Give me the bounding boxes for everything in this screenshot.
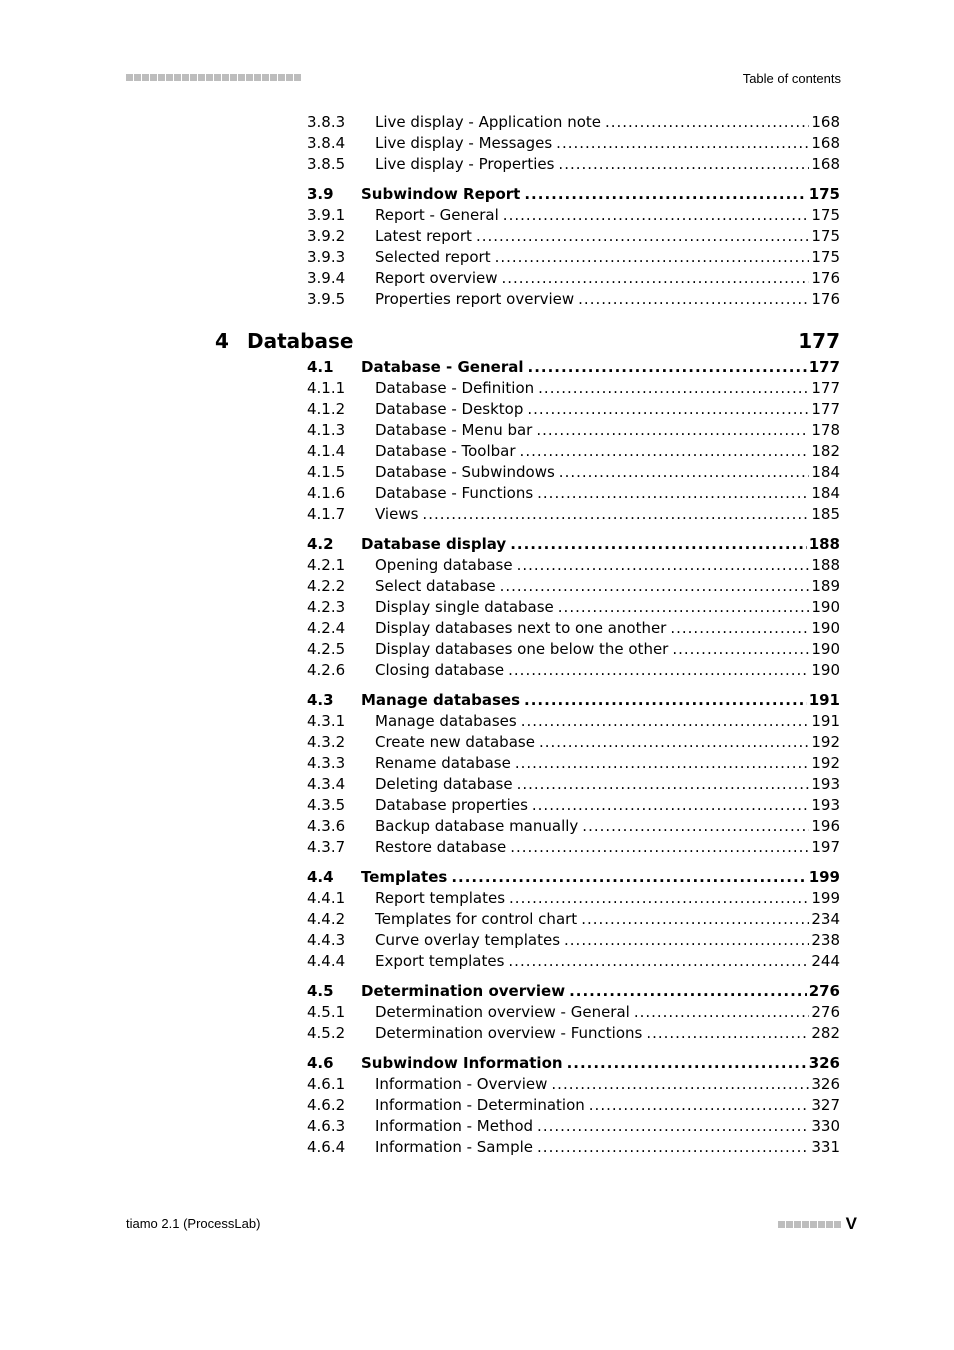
toc-entry-page: 178 bbox=[811, 421, 840, 439]
leader-dots bbox=[503, 205, 810, 226]
toc-entry-number: 3.9.3 bbox=[307, 248, 346, 266]
toc-entry-title-line bbox=[375, 597, 840, 618]
toc-entry[interactable] bbox=[0, 112, 954, 133]
toc-entry[interactable] bbox=[0, 378, 954, 399]
footer-decoration bbox=[778, 1221, 841, 1228]
toc-entry-title: Report overview bbox=[375, 269, 498, 287]
toc-entry-number: 4.4 bbox=[307, 868, 334, 886]
leader-dots bbox=[564, 930, 809, 951]
leader-dots bbox=[539, 732, 809, 753]
toc-entry[interactable] bbox=[0, 597, 954, 618]
chapter-title: Database bbox=[247, 329, 354, 353]
toc-entry-number: 4.6 bbox=[307, 1054, 334, 1072]
toc-entry-title: Subwindow Report bbox=[361, 185, 521, 203]
toc-entry-title: Display single database bbox=[375, 598, 554, 616]
toc-entry-title: Information - Overview bbox=[375, 1075, 548, 1093]
toc-entry-number: 3.9.4 bbox=[307, 269, 346, 287]
toc-entry-title: Curve overlay templates bbox=[375, 931, 561, 949]
toc-entry-title: Information - Determination bbox=[375, 1096, 585, 1114]
toc-entry-title-line bbox=[375, 268, 840, 289]
toc-entry-title-line bbox=[375, 1095, 840, 1116]
toc-entry-number: 4.6.4 bbox=[307, 1138, 346, 1156]
toc-entry-page: 244 bbox=[811, 952, 840, 970]
leader-dots bbox=[521, 711, 810, 732]
toc-entry-title: Deleting database bbox=[375, 775, 513, 793]
leader-dots bbox=[537, 483, 809, 504]
toc-entry[interactable] bbox=[0, 618, 954, 639]
toc-entry-title-line bbox=[375, 1137, 840, 1158]
toc-entry-title: Report - General bbox=[375, 206, 499, 224]
toc-entry-title-line bbox=[375, 711, 840, 732]
toc-entry[interactable] bbox=[0, 753, 954, 774]
toc-entry[interactable] bbox=[0, 711, 954, 732]
toc-entry-title: Latest report bbox=[375, 227, 472, 245]
toc-entry[interactable] bbox=[0, 639, 954, 660]
toc-entry-title-line bbox=[361, 1053, 840, 1074]
toc-entry[interactable] bbox=[0, 154, 954, 175]
toc-entry-title: Selected report bbox=[375, 248, 491, 266]
toc-entry-number: 4.5.2 bbox=[307, 1024, 346, 1042]
toc-entry-page: 199 bbox=[811, 889, 840, 907]
toc-section-entry[interactable] bbox=[0, 690, 954, 711]
toc-entry-page: 190 bbox=[811, 640, 840, 658]
toc-entry[interactable] bbox=[0, 268, 954, 289]
toc-entry-title: Subwindow Information bbox=[361, 1054, 563, 1072]
leader-dots bbox=[581, 909, 809, 930]
toc-section-entry[interactable] bbox=[0, 1053, 954, 1074]
toc-entry-title: Manage databases bbox=[361, 691, 521, 709]
toc-entry[interactable] bbox=[0, 795, 954, 816]
toc-entry-title: Report templates bbox=[375, 889, 506, 907]
toc-section-entry[interactable] bbox=[0, 184, 954, 205]
toc-entry-number: 3.9.1 bbox=[307, 206, 346, 224]
toc-entry-number: 4.6.3 bbox=[307, 1117, 346, 1135]
leader-dots bbox=[589, 1095, 810, 1116]
leader-dots bbox=[495, 247, 810, 268]
toc-entry-title: Closing database bbox=[375, 661, 505, 679]
toc-entry-number: 4.3 bbox=[307, 691, 334, 709]
toc-entry-page: 168 bbox=[811, 155, 840, 173]
leader-dots bbox=[508, 660, 809, 681]
toc-entry-page: 276 bbox=[808, 982, 840, 1000]
toc-entry-number: 4.3.7 bbox=[307, 838, 346, 856]
chapter-page: 177 bbox=[798, 329, 840, 353]
toc-entry-page: 190 bbox=[811, 598, 840, 616]
toc-entry-page: 182 bbox=[811, 442, 840, 460]
toc-chapter-entry[interactable] bbox=[0, 329, 954, 353]
toc-entry-number: 4.3.4 bbox=[307, 775, 346, 793]
toc-entry-page: 168 bbox=[811, 113, 840, 131]
toc-entry-title-line bbox=[375, 112, 840, 133]
toc-entry-page: 191 bbox=[811, 712, 840, 730]
toc-entry-page: 176 bbox=[811, 269, 840, 287]
toc-entry-title: Opening database bbox=[375, 556, 513, 574]
toc-entry-number: 3.8.4 bbox=[307, 134, 346, 152]
toc-entry-number: 3.9.2 bbox=[307, 227, 346, 245]
toc-section-entry[interactable] bbox=[0, 357, 954, 378]
toc-entry-title: Live display - Messages bbox=[375, 134, 553, 152]
toc-entry-number: 4.3.3 bbox=[307, 754, 346, 772]
toc-entry-page: 193 bbox=[811, 796, 840, 814]
toc-entry[interactable] bbox=[0, 399, 954, 420]
toc-entry-title-line bbox=[375, 753, 840, 774]
toc-entry-title: Properties report overview bbox=[375, 290, 575, 308]
toc-entry-number: 4.2.1 bbox=[307, 556, 346, 574]
leader-dots bbox=[510, 534, 807, 555]
toc-entry-page: 326 bbox=[811, 1075, 840, 1093]
toc-entry-number: 3.9.5 bbox=[307, 290, 346, 308]
toc-entry[interactable] bbox=[0, 462, 954, 483]
toc-entry-title: Display databases one below the other bbox=[375, 640, 669, 658]
toc-entry-title-line bbox=[375, 618, 840, 639]
toc-entry-title: Views bbox=[375, 505, 419, 523]
toc-entry-title-line bbox=[375, 1002, 840, 1023]
toc-entry-title: Database - Functions bbox=[375, 484, 534, 502]
toc-section-entry[interactable] bbox=[0, 534, 954, 555]
toc-entry-title: Select database bbox=[375, 577, 496, 595]
toc-entry-page: 188 bbox=[811, 556, 840, 574]
toc-entry-number: 4.4.3 bbox=[307, 931, 346, 949]
leader-dots bbox=[558, 154, 809, 175]
toc-entry-title-line bbox=[375, 399, 840, 420]
leader-dots bbox=[558, 597, 810, 618]
toc-entry[interactable] bbox=[0, 888, 954, 909]
leader-dots bbox=[556, 133, 809, 154]
leader-dots bbox=[515, 753, 810, 774]
toc-entry-title-line bbox=[375, 951, 840, 972]
toc-entry-title: Restore database bbox=[375, 838, 507, 856]
toc-entry[interactable] bbox=[0, 576, 954, 597]
toc-entry[interactable] bbox=[0, 732, 954, 753]
toc-entry[interactable] bbox=[0, 483, 954, 504]
leader-dots bbox=[510, 837, 809, 858]
toc-entry-page: 189 bbox=[811, 577, 840, 595]
toc-entry-page: 190 bbox=[811, 661, 840, 679]
toc-entry-title-line bbox=[375, 774, 840, 795]
toc-entry-number: 4.1.7 bbox=[307, 505, 346, 523]
toc-entry-number: 4.2 bbox=[307, 535, 334, 553]
toc-entry-title-line bbox=[375, 133, 840, 154]
leader-dots bbox=[536, 420, 809, 441]
toc-entry[interactable] bbox=[0, 226, 954, 247]
leader-dots bbox=[567, 1053, 807, 1074]
toc-entry-title-line bbox=[361, 690, 840, 711]
leader-dots bbox=[634, 1002, 810, 1023]
toc-entry-title-line bbox=[375, 816, 840, 837]
leader-dots bbox=[537, 1137, 809, 1158]
toc-entry-number: 4.1 bbox=[307, 358, 334, 376]
toc-entry-page: 175 bbox=[811, 248, 840, 266]
toc-entry-number: 4.1.4 bbox=[307, 442, 346, 460]
toc-entry-number: 3.8.3 bbox=[307, 113, 346, 131]
leader-dots bbox=[538, 378, 809, 399]
toc-entry-page: 175 bbox=[811, 227, 840, 245]
toc-entry[interactable] bbox=[0, 420, 954, 441]
toc-entry-title-line bbox=[361, 357, 840, 378]
toc-entry-title: Database - Definition bbox=[375, 379, 535, 397]
toc-entry-title: Create new database bbox=[375, 733, 535, 751]
toc-entry-page: 330 bbox=[811, 1117, 840, 1135]
toc-entry-page: 282 bbox=[811, 1024, 840, 1042]
toc-entry-number: 4.4.1 bbox=[307, 889, 346, 907]
leader-dots bbox=[559, 462, 810, 483]
toc-entry-title-line bbox=[375, 289, 840, 310]
toc-entry-title: Database - Menu bar bbox=[375, 421, 533, 439]
toc-entry-page: 177 bbox=[811, 400, 840, 418]
toc-entry-title-line bbox=[361, 981, 840, 1002]
toc-entry[interactable] bbox=[0, 909, 954, 930]
toc-entry-title: Manage databases bbox=[375, 712, 517, 730]
toc-entry-page: 197 bbox=[811, 838, 840, 856]
leader-dots bbox=[422, 504, 809, 525]
toc-entry-page: 193 bbox=[811, 775, 840, 793]
toc-entry-page: 175 bbox=[808, 185, 840, 203]
toc-entry-page: 185 bbox=[811, 505, 840, 523]
leader-dots bbox=[509, 888, 809, 909]
toc-entry-page: 168 bbox=[811, 134, 840, 152]
toc-entry-page: 188 bbox=[808, 535, 840, 553]
toc-entry-page: 192 bbox=[811, 733, 840, 751]
leader-dots bbox=[672, 639, 809, 660]
leader-dots bbox=[578, 289, 809, 310]
toc-entry-page: 326 bbox=[808, 1054, 840, 1072]
toc-entry-number: 4.4.4 bbox=[307, 952, 346, 970]
toc-entry[interactable] bbox=[0, 504, 954, 525]
leader-dots bbox=[605, 112, 809, 133]
toc-entry-page: 177 bbox=[808, 358, 840, 376]
toc-entry-title-line bbox=[375, 420, 840, 441]
toc-entry[interactable] bbox=[0, 441, 954, 462]
leader-dots bbox=[517, 774, 810, 795]
leader-dots bbox=[508, 951, 809, 972]
leader-dots bbox=[517, 555, 810, 576]
toc-entry-title-line bbox=[375, 837, 840, 858]
footer-product: tiamo 2.1 (ProcessLab) bbox=[126, 1216, 261, 1231]
toc-entry-title-line bbox=[375, 226, 840, 247]
toc-entry[interactable] bbox=[0, 1095, 954, 1116]
toc-entry[interactable] bbox=[0, 660, 954, 681]
toc-entry-title-line bbox=[375, 930, 840, 951]
leader-dots bbox=[527, 399, 809, 420]
toc-entry-number: 4.1.1 bbox=[307, 379, 346, 397]
toc-entry-title: Information - Method bbox=[375, 1117, 534, 1135]
leader-dots bbox=[520, 441, 810, 462]
toc-entry[interactable] bbox=[0, 133, 954, 154]
toc-entry[interactable] bbox=[0, 816, 954, 837]
toc-entry-page: 238 bbox=[811, 931, 840, 949]
toc-entry-number: 4.2.2 bbox=[307, 577, 346, 595]
toc-entry-title-line bbox=[375, 660, 840, 681]
toc-entry-title: Rename database bbox=[375, 754, 511, 772]
toc-entry-page: 234 bbox=[811, 910, 840, 928]
toc-entry[interactable] bbox=[0, 247, 954, 268]
toc-entry-number: 4.2.5 bbox=[307, 640, 346, 658]
toc-entry-title: Live display - Properties bbox=[375, 155, 555, 173]
toc-entry-title-line bbox=[375, 154, 840, 175]
toc-entry-title: Backup database manually bbox=[375, 817, 579, 835]
toc-entry-number: 4.1.5 bbox=[307, 463, 346, 481]
toc-entry-title: Display databases next to one another bbox=[375, 619, 667, 637]
toc-entry-title: Database properties bbox=[375, 796, 528, 814]
toc-entry-page: 331 bbox=[811, 1138, 840, 1156]
toc-entry-title-line bbox=[375, 888, 840, 909]
toc-entry-title-line bbox=[375, 576, 840, 597]
toc-entry-title: Database - Subwindows bbox=[375, 463, 555, 481]
toc-entry-title-line bbox=[375, 1074, 840, 1095]
toc-entry-number: 4.2.3 bbox=[307, 598, 346, 616]
toc-entry-title: Export templates bbox=[375, 952, 505, 970]
toc-entry-title: Database - Toolbar bbox=[375, 442, 516, 460]
toc-entry[interactable] bbox=[0, 205, 954, 226]
toc-entry[interactable] bbox=[0, 930, 954, 951]
toc-entry-number: 4.3.6 bbox=[307, 817, 346, 835]
toc-entry-page: 192 bbox=[811, 754, 840, 772]
toc-entry-title-line bbox=[375, 1116, 840, 1137]
running-header: Table of contents bbox=[742, 71, 841, 86]
toc-entry[interactable] bbox=[0, 951, 954, 972]
toc-entry-number: 4.5 bbox=[307, 982, 334, 1000]
toc-entry-page: 176 bbox=[811, 290, 840, 308]
toc-entry[interactable] bbox=[0, 289, 954, 310]
toc-entry-page: 184 bbox=[811, 484, 840, 502]
toc-entry-title-line bbox=[375, 378, 840, 399]
chapter-number: 4 bbox=[215, 329, 229, 353]
toc-entry[interactable] bbox=[0, 837, 954, 858]
toc-entry-title: Determination overview - General bbox=[375, 1003, 630, 1021]
leader-dots bbox=[476, 226, 809, 247]
leader-dots bbox=[582, 816, 809, 837]
toc-entry-number: 4.3.1 bbox=[307, 712, 346, 730]
toc-entry[interactable] bbox=[0, 1074, 954, 1095]
toc-entry-page: 191 bbox=[808, 691, 840, 709]
toc-entry-title: Information - Sample bbox=[375, 1138, 534, 1156]
toc-entry-page: 276 bbox=[811, 1003, 840, 1021]
toc-entry-title-line bbox=[361, 534, 840, 555]
leader-dots bbox=[524, 184, 806, 205]
footer-page bbox=[778, 1214, 857, 1234]
toc-entry-title-line bbox=[375, 483, 840, 504]
toc-entry-number: 4.3.5 bbox=[307, 796, 346, 814]
toc-entry-number: 4.5.1 bbox=[307, 1003, 346, 1021]
toc-entry-page: 199 bbox=[808, 868, 840, 886]
toc-entry-page: 184 bbox=[811, 463, 840, 481]
toc-entry[interactable] bbox=[0, 1137, 954, 1158]
toc-entry-number: 4.1.6 bbox=[307, 484, 346, 502]
toc-entry[interactable] bbox=[0, 774, 954, 795]
toc-entry-title-line bbox=[375, 205, 840, 226]
toc-entry-number: 4.6.2 bbox=[307, 1096, 346, 1114]
toc-entry-page: 327 bbox=[811, 1096, 840, 1114]
leader-dots bbox=[551, 1074, 809, 1095]
page-number: V bbox=[845, 1214, 857, 1233]
toc-entry-title-line bbox=[375, 441, 840, 462]
toc-entry-number: 4.4.2 bbox=[307, 910, 346, 928]
toc-entry-title-line bbox=[375, 909, 840, 930]
leader-dots bbox=[646, 1023, 809, 1044]
toc-entry[interactable] bbox=[0, 1023, 954, 1044]
leader-dots bbox=[569, 981, 807, 1002]
toc-entry[interactable] bbox=[0, 1116, 954, 1137]
toc-entry-page: 196 bbox=[811, 817, 840, 835]
toc-entry-title: Determination overview bbox=[361, 982, 566, 1000]
toc-entry-title: Database - General bbox=[361, 358, 524, 376]
leader-dots bbox=[532, 795, 809, 816]
toc-entry-page: 175 bbox=[811, 206, 840, 224]
toc-entry-title: Templates bbox=[361, 868, 448, 886]
toc-entry-title: Database - Desktop bbox=[375, 400, 524, 418]
leader-dots bbox=[500, 576, 810, 597]
toc-entry-number: 4.1.3 bbox=[307, 421, 346, 439]
header-decoration bbox=[126, 74, 301, 82]
toc-entry-title-line bbox=[361, 184, 840, 205]
toc-entry-title-line bbox=[375, 639, 840, 660]
leader-dots bbox=[451, 867, 806, 888]
toc-section-entry[interactable] bbox=[0, 981, 954, 1002]
toc-entry-title-line bbox=[375, 462, 840, 483]
toc-entry-title-line bbox=[375, 795, 840, 816]
toc-entry[interactable] bbox=[0, 1002, 954, 1023]
toc-entry-number: 3.8.5 bbox=[307, 155, 346, 173]
leader-dots bbox=[528, 357, 807, 378]
toc-entry-number: 4.2.6 bbox=[307, 661, 346, 679]
toc-entry-title: Live display - Application note bbox=[375, 113, 601, 131]
toc-entry-number: 3.9 bbox=[307, 185, 334, 203]
toc-entry-title-line bbox=[375, 732, 840, 753]
table-of-contents bbox=[0, 112, 954, 1158]
toc-entry-title: Templates for control chart bbox=[375, 910, 578, 928]
toc-entry-page: 177 bbox=[811, 379, 840, 397]
toc-entry-title-line bbox=[375, 247, 840, 268]
leader-dots bbox=[501, 268, 809, 289]
toc-entry[interactable] bbox=[0, 555, 954, 576]
leader-dots bbox=[670, 618, 809, 639]
leader-dots bbox=[524, 690, 807, 711]
toc-entry-title-line bbox=[361, 867, 840, 888]
toc-entry-title-line bbox=[375, 504, 840, 525]
toc-entry-title: Database display bbox=[361, 535, 507, 553]
toc-entry-title-line bbox=[375, 1023, 840, 1044]
toc-entry-number: 4.6.1 bbox=[307, 1075, 346, 1093]
toc-entry-title-line bbox=[375, 555, 840, 576]
toc-entry-number: 4.3.2 bbox=[307, 733, 346, 751]
toc-section-entry[interactable] bbox=[0, 867, 954, 888]
toc-entry-number: 4.1.2 bbox=[307, 400, 346, 418]
toc-entry-title: Determination overview - Functions bbox=[375, 1024, 643, 1042]
toc-entry-page: 190 bbox=[811, 619, 840, 637]
toc-entry-number: 4.2.4 bbox=[307, 619, 346, 637]
leader-dots bbox=[537, 1116, 809, 1137]
